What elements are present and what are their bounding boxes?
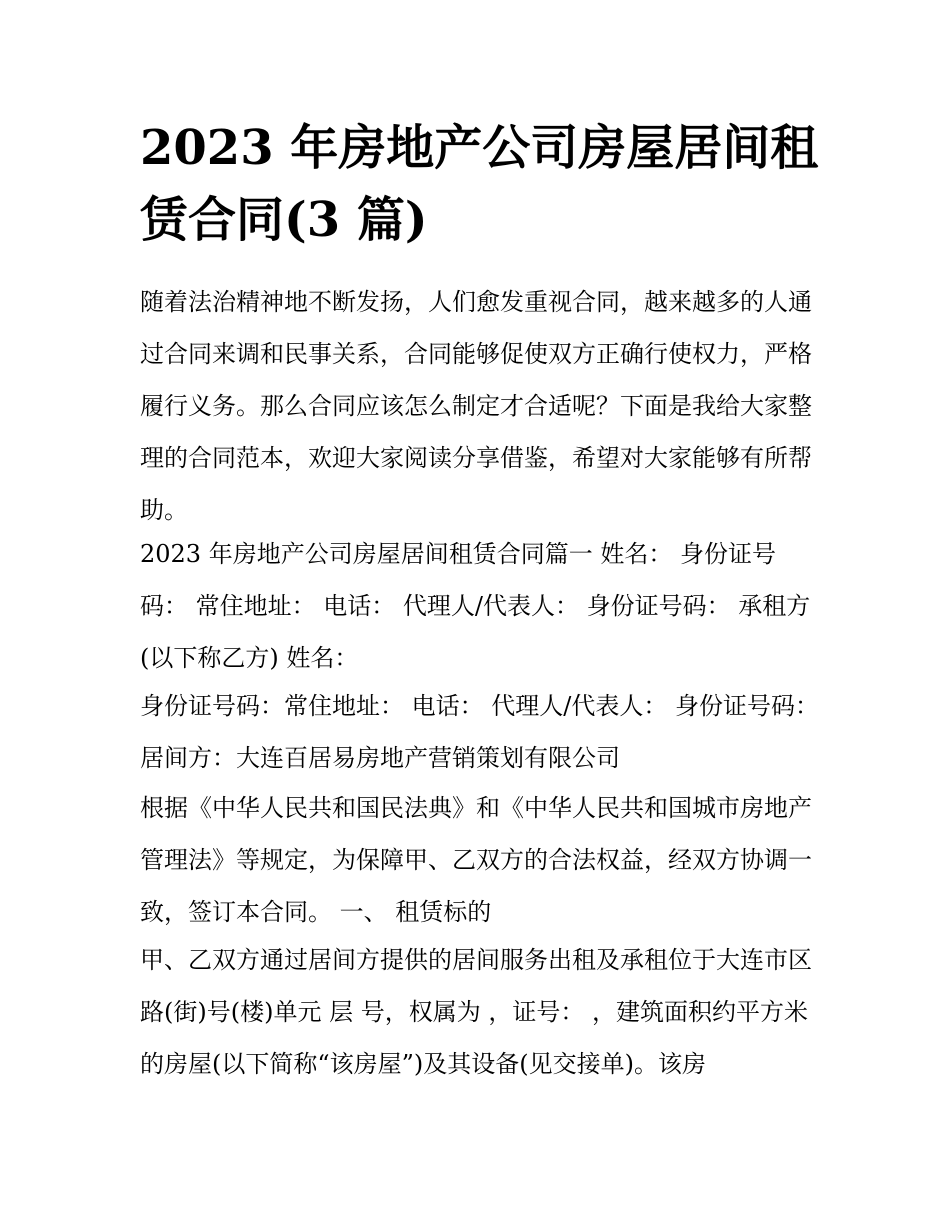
legal-basis-paragraph: 根据《中华人民共和国民法典》和《中华人民共和国城市房地产管理法》等规定，为保障甲、乙双方的合法权益，经双方协调一致，签订本合同。 一、 租赁标的 — [140, 794, 812, 926]
document-title: 2023 年房地产公司房屋居间租赁合同(3 篇) — [140, 120, 819, 248]
lease-subject-paragraph: 甲、乙双方通过居间方提供的居间服务出租及承租位于大连市区路(街)号(楼)单元 层 号，权属为 ，证号： ，建筑面积约平方米的房屋(以下简称“该房屋”)及其设备(见交接单)。该房 — [140, 946, 812, 1078]
party-b-info-paragraph: 身份证号码：常住地址： 电话： 代理人/代表人： 身份证号码： 居间方：大连百居易房地产营销策划有限公司 — [140, 692, 819, 772]
intro-paragraph: 随着法治精神地不断发扬，人们愈发重视合同，越来越多的人通过合同来调和民事关系，合同能够促使双方正确行使权力，严格履行义务。那么合同应该怎么制定才合适呢？下面是我给大家整理的合同范本，欢迎大家阅读分享借鉴，希望对大家能够有所帮助。 — [140, 288, 812, 524]
party-a-info-paragraph: 2023 年房地产公司房屋居间租赁合同篇一 姓名： 身份证号码： 常住地址： 电话： 代理人/代表人： 身份证号码： 承租方(以下称乙方) 姓名： — [140, 540, 811, 672]
